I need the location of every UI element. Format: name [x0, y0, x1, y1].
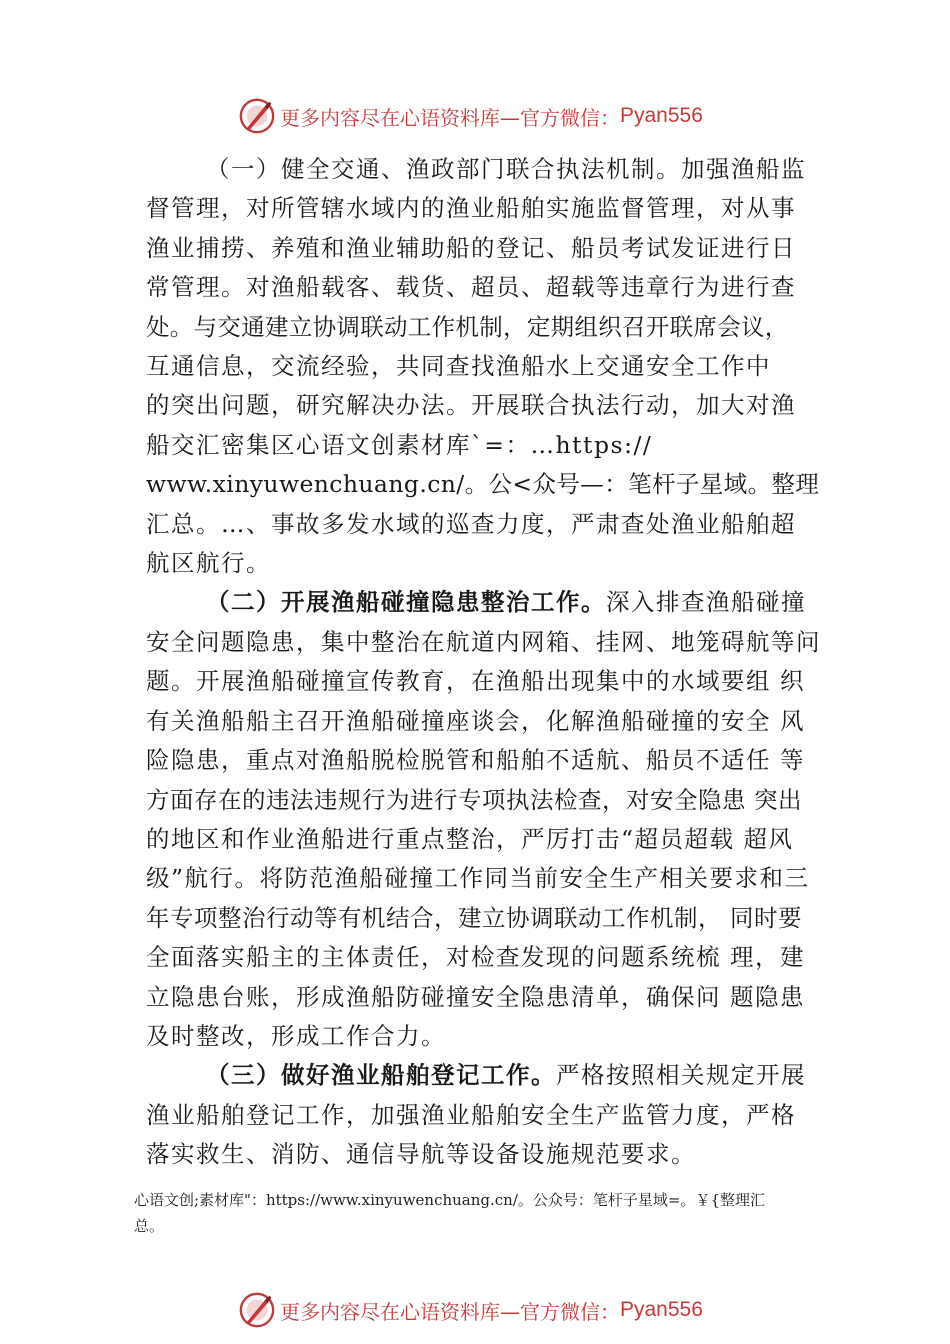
section-heading-rest: 深入排查渔船碰撞 — [606, 588, 806, 617]
text-line: 年专项整治行动等有机结合，建立协调联动工作机制， 同时要 — [146, 903, 802, 932]
text-line: 及时整改，形成工作合力。 — [146, 1021, 446, 1050]
footnote — [134, 1187, 854, 1239]
text-line: 的突出问题，研究解决办法。开展联合执法行动，加大对渔 — [146, 391, 796, 420]
watermark-banner-top — [238, 96, 703, 136]
text-line: 互通信息，交流经验，共同查找渔船水上交通安全工作中 — [146, 352, 771, 381]
text-line: 级”航行。将防范渔船碰撞工作同当前安全生产相关要求和三 — [146, 864, 810, 893]
text-line — [146, 583, 846, 622]
text-line: （一）健全交通、渔政部门联合执法机制。加强渔船监 — [206, 155, 806, 183]
text-line: 航区航行。 — [146, 549, 271, 578]
text-line: 安全问题隐患，集中整治在航道内网箱、挂网、地笼碍航等问 — [146, 627, 821, 656]
banner-wechat-id: Pyan556 — [620, 104, 703, 127]
text-line: 全面落实船主的主体责任，对检查发现的问题系统梳 理，建 — [146, 943, 805, 972]
text-line: 有关渔船船主召开渔船碰撞座谈会，化解渔船碰撞的安全 风 — [146, 706, 805, 735]
text-line: 常管理。对渔船载客、载货、超员、超载等违章行为进行查 — [146, 273, 796, 302]
banner-text: 更多内容尽在心语资料库—官方微信： — [280, 1299, 620, 1324]
text-line: 船交汇密集区心语文创素材库`=：…https:// — [146, 430, 653, 459]
section-heading-rest: 严格按照相关规定开展 — [556, 1061, 806, 1090]
section-heading: （二）开展渔船碰撞隐患整治工作。 — [206, 588, 606, 617]
text-line: www.xinyuwenchuang.cn/。公<众号—：笔杆子星域。整理 — [146, 470, 820, 499]
text-line: 题。开展渔船碰撞宣传教育，在渔船出现集中的水域要组 织 — [146, 667, 805, 696]
footnote-line: 总。 — [134, 1217, 165, 1235]
pen-logo-icon — [238, 97, 276, 135]
text-line: 险隐患，重点对渔船脱检脱管和船舶不适航、船员不适任 等 — [146, 746, 805, 775]
paragraph-2 — [146, 583, 846, 1056]
text-line: 督管理，对所管辖水域内的渔业船舶实施监督管理，对从事 — [146, 194, 796, 223]
text-line: 处。与交通建立协调联动工作机制，定期组织召开联席会议， — [146, 312, 789, 341]
paragraph-3 — [146, 1056, 846, 1174]
text-line: 渔业捕捞、养殖和渔业辅助船的登记、船员考试发证进行日 — [146, 233, 796, 262]
section-heading: （三）做好渔业船舶登记工作。 — [206, 1061, 556, 1090]
text-line: 落实救生、消防、通信导航等设备设施规范要求。 — [146, 1140, 696, 1169]
text-line: 立隐患台账，形成渔船防碰撞安全隐患清单，确保问 题隐患 — [146, 982, 805, 1011]
footnote-line: 心语文创;素材库"：https://www.xinyuwenchuang.cn/。公众号：笔杆子星域=。￥{整理汇 — [134, 1191, 765, 1209]
text-line: 汇总。…、事故多发水域的巡查力度，严肃查处渔业船舶超 — [146, 509, 796, 538]
pen-logo-icon — [238, 1291, 276, 1329]
text-line: 的地区和作业渔船进行重点整治，严厉打击“超员超载 超风 — [146, 824, 794, 853]
banner-wechat-id: Pyan556 — [620, 1298, 703, 1321]
document-body — [146, 150, 846, 1175]
paragraph-1 — [146, 150, 846, 583]
watermark-banner-bottom — [238, 1290, 703, 1330]
banner-text: 更多内容尽在心语资料库—官方微信： — [280, 105, 620, 130]
text-line — [146, 1056, 846, 1095]
text-line: 渔业船舶登记工作，加强渔业船舶安全生产监管力度，严格 — [146, 1100, 796, 1129]
text-line: 方面存在的违法违规行为进行专项执法检查，对安全隐患 突出 — [146, 785, 802, 814]
